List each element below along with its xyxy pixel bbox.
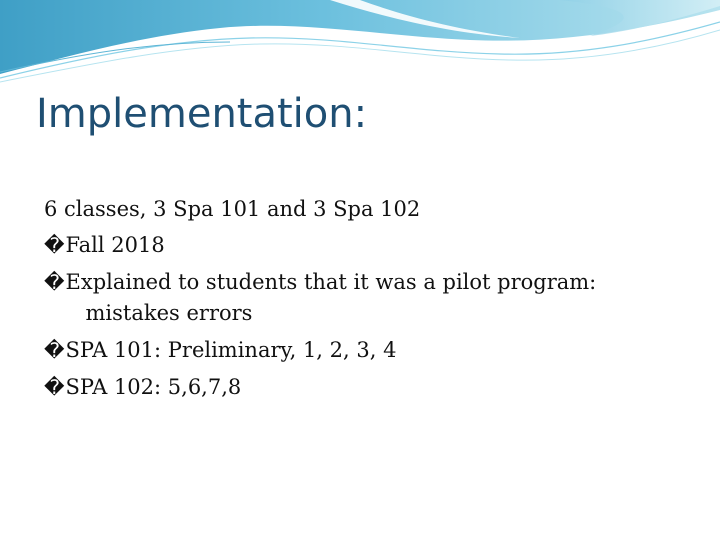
content-list <box>44 194 694 409</box>
bullet-icon: � <box>44 270 65 294</box>
list-item-text: SPA 102: 5,6,7,8 <box>65 375 242 399</box>
bullet-icon: � <box>44 233 65 257</box>
header-wave-decoration <box>0 0 720 90</box>
list-item-text: Explained to students that it was a pilot program: mistakes errors <box>65 270 597 325</box>
list-item-text: SPA 101: Preliminary, 1, 2, 3, 4 <box>65 338 397 362</box>
list-item <box>44 230 694 261</box>
list-item <box>44 335 694 366</box>
slide-title: Implementation: <box>36 91 368 137</box>
list-item-text: Fall 2018 <box>65 233 165 257</box>
bullet-icon: � <box>44 375 65 399</box>
bullet-icon: � <box>44 338 65 362</box>
list-item <box>44 267 694 329</box>
intro-line: 6 classes, 3 Spa 101 and 3 Spa 102 <box>44 197 421 221</box>
list-item <box>44 372 694 403</box>
